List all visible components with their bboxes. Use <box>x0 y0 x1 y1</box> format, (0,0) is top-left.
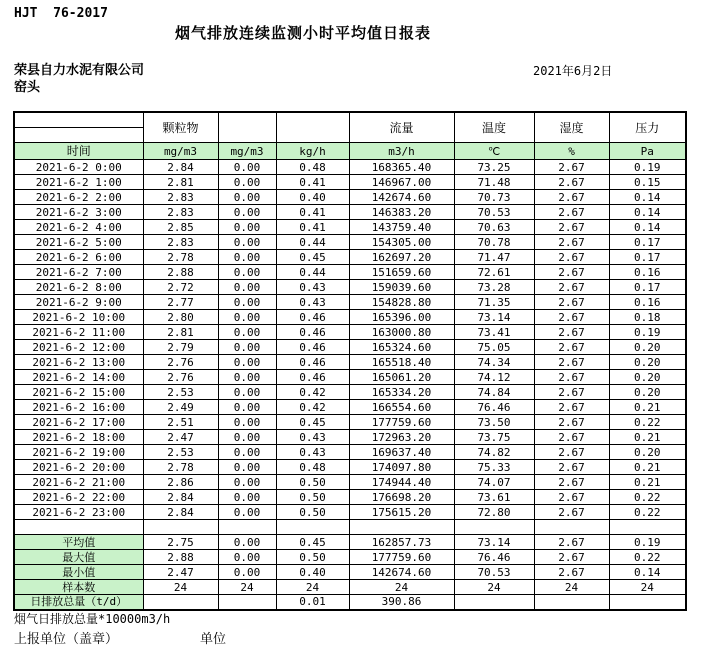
table-cell: 2.67 <box>534 295 609 310</box>
table-cell: 165518.40 <box>349 355 454 370</box>
table-cell <box>14 520 143 535</box>
table-cell: 165334.20 <box>349 385 454 400</box>
summary-label-cell: 样本数 <box>14 580 143 595</box>
table-cell: 2.67 <box>534 175 609 190</box>
table-cell: 165396.00 <box>349 310 454 325</box>
table-cell: 0.46 <box>276 325 349 340</box>
table-cell: 142674.60 <box>349 565 454 580</box>
table-cell: 0.41 <box>276 205 349 220</box>
time-cell: 2021-6-2 10:00 <box>14 310 143 325</box>
table-cell: 2.76 <box>143 355 218 370</box>
table-cell: 0.18 <box>609 310 686 325</box>
table-cell: 70.53 <box>454 205 534 220</box>
table-cell: 2.83 <box>143 235 218 250</box>
table-cell: 0.01 <box>276 595 349 610</box>
time-header-cell: 时间 <box>14 143 143 160</box>
col-header-blank-2 <box>276 112 349 143</box>
time-cell: 2021-6-2 16:00 <box>14 400 143 415</box>
table-cell: 0.50 <box>276 505 349 520</box>
group-header-row <box>14 112 686 128</box>
time-cell: 2021-6-2 3:00 <box>14 205 143 220</box>
table-cell: 2.51 <box>143 415 218 430</box>
table-cell: 172963.20 <box>349 430 454 445</box>
table-cell: 0.00 <box>218 460 276 475</box>
time-cell: 2021-6-2 6:00 <box>14 250 143 265</box>
monitoring-table <box>13 111 687 611</box>
table-cell <box>218 595 276 610</box>
table-row <box>14 340 686 355</box>
spacer-row <box>14 520 686 535</box>
time-cell: 2021-6-2 22:00 <box>14 490 143 505</box>
time-cell: 2021-6-2 11:00 <box>14 325 143 340</box>
table-row <box>14 505 686 520</box>
table-cell: 2.83 <box>143 205 218 220</box>
table-cell: 0.00 <box>218 295 276 310</box>
table-cell: 0.42 <box>276 385 349 400</box>
table-cell: 0.46 <box>276 310 349 325</box>
table-cell: 0.00 <box>218 430 276 445</box>
table-cell <box>609 520 686 535</box>
table-cell <box>218 520 276 535</box>
table-body <box>14 160 686 610</box>
table-cell: 0.14 <box>609 205 686 220</box>
table-cell: 0.00 <box>218 340 276 355</box>
table-cell: 2.86 <box>143 475 218 490</box>
table-cell: 71.47 <box>454 250 534 265</box>
table-cell: 2.85 <box>143 220 218 235</box>
table-cell: 0.22 <box>609 505 686 520</box>
summary-row <box>14 580 686 595</box>
table-cell: 0.44 <box>276 235 349 250</box>
unit-cell-percent: % <box>534 143 609 160</box>
time-cell: 2021-6-2 7:00 <box>14 265 143 280</box>
table-cell: 146383.20 <box>349 205 454 220</box>
table-cell: 0.21 <box>609 460 686 475</box>
table-cell: 0.50 <box>276 475 349 490</box>
doc-code: HJT 76-2017 <box>14 6 108 21</box>
table-row <box>14 205 686 220</box>
table-cell: 0.00 <box>218 505 276 520</box>
summary-row <box>14 595 686 610</box>
table-cell: 73.75 <box>454 430 534 445</box>
table-cell: 73.14 <box>454 535 534 550</box>
table-cell: 0.45 <box>276 250 349 265</box>
table-cell: 2.67 <box>534 475 609 490</box>
table-cell: 162697.20 <box>349 250 454 265</box>
table-cell: 2.81 <box>143 175 218 190</box>
table-cell: 175615.20 <box>349 505 454 520</box>
table-cell: 0.46 <box>276 355 349 370</box>
table-cell: 177759.60 <box>349 415 454 430</box>
table-row <box>14 235 686 250</box>
unit-cell-pa: Pa <box>609 143 686 160</box>
table-cell: 73.25 <box>454 160 534 175</box>
table-cell: 0.17 <box>609 280 686 295</box>
table-cell: 2.67 <box>534 220 609 235</box>
table-cell: 0.00 <box>218 190 276 205</box>
table-cell: 2.53 <box>143 445 218 460</box>
table-cell: 0.00 <box>218 490 276 505</box>
station-name: 窑头 <box>14 80 41 95</box>
table-cell <box>349 520 454 535</box>
time-cell: 2021-6-2 0:00 <box>14 160 143 175</box>
company-name: 荣县自力水泥有限公司 <box>14 63 145 78</box>
table-cell <box>143 520 218 535</box>
table-cell: 0.48 <box>276 460 349 475</box>
table-cell: 2.84 <box>143 505 218 520</box>
unit-cell-mgm3-1: mg/m3 <box>143 143 218 160</box>
table-row <box>14 400 686 415</box>
table-cell: 0.19 <box>609 325 686 340</box>
table-cell: 0.43 <box>276 280 349 295</box>
table-cell: 2.49 <box>143 400 218 415</box>
table-cell: 0.00 <box>218 235 276 250</box>
table-cell: 74.34 <box>454 355 534 370</box>
table-cell: 2.47 <box>143 565 218 580</box>
table-cell: 0.22 <box>609 490 686 505</box>
table-row <box>14 460 686 475</box>
col-header-blank-1 <box>218 112 276 143</box>
table-cell: 0.19 <box>609 535 686 550</box>
table-row <box>14 370 686 385</box>
table-cell: 2.67 <box>534 535 609 550</box>
table-cell: 2.67 <box>534 310 609 325</box>
table-cell: 2.67 <box>534 265 609 280</box>
time-cell: 2021-6-2 9:00 <box>14 295 143 310</box>
table-cell: 75.33 <box>454 460 534 475</box>
table-cell: 0.50 <box>276 550 349 565</box>
table-cell: 0.40 <box>276 565 349 580</box>
table-cell: 2.81 <box>143 325 218 340</box>
footnote: 烟气日排放总量*10000m3/h <box>14 612 171 626</box>
table-cell: 0.48 <box>276 160 349 175</box>
table-row <box>14 250 686 265</box>
table-cell: 2.67 <box>534 250 609 265</box>
table-cell: 154828.80 <box>349 295 454 310</box>
table-cell: 72.61 <box>454 265 534 280</box>
table-cell: 0.00 <box>218 355 276 370</box>
table-cell: 0.00 <box>218 445 276 460</box>
table-cell: 2.78 <box>143 250 218 265</box>
table-cell: 0.16 <box>609 295 686 310</box>
table-cell: 2.72 <box>143 280 218 295</box>
table-row <box>14 385 686 400</box>
table-cell: 70.63 <box>454 220 534 235</box>
table-row <box>14 490 686 505</box>
table-cell: 0.45 <box>276 535 349 550</box>
table-cell: 0.20 <box>609 355 686 370</box>
time-cell: 2021-6-2 19:00 <box>14 445 143 460</box>
table-row <box>14 310 686 325</box>
table-cell <box>276 520 349 535</box>
table-cell: 0.17 <box>609 250 686 265</box>
table-cell: 0.50 <box>276 490 349 505</box>
table-row <box>14 475 686 490</box>
summary-label-cell: 最小值 <box>14 565 143 580</box>
unit-cell-kgh: kg/h <box>276 143 349 160</box>
summary-label-cell: 最大值 <box>14 550 143 565</box>
table-cell: 0.19 <box>609 160 686 175</box>
col-header-flow: 流量 <box>349 112 454 143</box>
table-cell: 0.20 <box>609 385 686 400</box>
table-cell: 74.07 <box>454 475 534 490</box>
table-cell: 0.42 <box>276 400 349 415</box>
table-cell: 0.00 <box>218 385 276 400</box>
table-cell: 0.00 <box>218 175 276 190</box>
time-cell: 2021-6-2 18:00 <box>14 430 143 445</box>
report-unit-label: 上报单位（盖章） <box>14 632 119 647</box>
table-cell: 2.67 <box>534 235 609 250</box>
table-cell: 2.67 <box>534 430 609 445</box>
table-cell: 2.88 <box>143 265 218 280</box>
table-row <box>14 325 686 340</box>
table-cell: 75.05 <box>454 340 534 355</box>
table-cell: 0.00 <box>218 415 276 430</box>
table-cell: 73.14 <box>454 310 534 325</box>
table-cell: 2.75 <box>143 535 218 550</box>
time-cell: 2021-6-2 2:00 <box>14 190 143 205</box>
summary-row <box>14 565 686 580</box>
table-cell: 74.84 <box>454 385 534 400</box>
table-cell: 2.67 <box>534 205 609 220</box>
table-cell <box>454 520 534 535</box>
table-cell: 0.46 <box>276 370 349 385</box>
table-cell: 2.67 <box>534 160 609 175</box>
header-blank-cell-bottom <box>14 128 143 143</box>
table-cell: 0.21 <box>609 430 686 445</box>
table-row <box>14 220 686 235</box>
time-cell: 2021-6-2 14:00 <box>14 370 143 385</box>
table-row <box>14 160 686 175</box>
table-cell: 176698.20 <box>349 490 454 505</box>
table-cell: 0.20 <box>609 340 686 355</box>
table-cell: 151659.60 <box>349 265 454 280</box>
table-cell: 2.67 <box>534 340 609 355</box>
table-row <box>14 415 686 430</box>
table-cell: 2.67 <box>534 355 609 370</box>
table-cell: 2.79 <box>143 340 218 355</box>
table-cell: 0.00 <box>218 400 276 415</box>
table-cell: 2.67 <box>534 190 609 205</box>
table-cell: 0.00 <box>218 220 276 235</box>
time-cell: 2021-6-2 8:00 <box>14 280 143 295</box>
table-cell: 2.67 <box>534 490 609 505</box>
table-cell: 168365.40 <box>349 160 454 175</box>
table-cell: 174944.40 <box>349 475 454 490</box>
table-cell: 24 <box>218 580 276 595</box>
table-row <box>14 265 686 280</box>
table-cell <box>143 595 218 610</box>
table-row <box>14 355 686 370</box>
table-cell: 0.00 <box>218 370 276 385</box>
table-cell <box>454 595 534 610</box>
table-cell: 0.41 <box>276 220 349 235</box>
table-cell: 0.00 <box>218 310 276 325</box>
table-cell: 0.00 <box>218 205 276 220</box>
table-cell: 154305.00 <box>349 235 454 250</box>
unit-cell-mgm3-2: mg/m3 <box>218 143 276 160</box>
table-cell: 0.00 <box>218 250 276 265</box>
table-cell: 24 <box>454 580 534 595</box>
table-cell: 70.53 <box>454 565 534 580</box>
table-cell: 2.80 <box>143 310 218 325</box>
table-cell: 0.43 <box>276 295 349 310</box>
table-cell: 0.45 <box>276 415 349 430</box>
table-cell: 2.67 <box>534 460 609 475</box>
table-cell: 0.15 <box>609 175 686 190</box>
table-cell: 0.16 <box>609 265 686 280</box>
table-cell: 2.47 <box>143 430 218 445</box>
table-cell: 0.22 <box>609 415 686 430</box>
summary-label-cell: 平均值 <box>14 535 143 550</box>
table-cell: 0.20 <box>609 370 686 385</box>
table-cell: 73.50 <box>454 415 534 430</box>
col-header-particulate: 颗粒物 <box>143 112 218 143</box>
table-row <box>14 295 686 310</box>
table-cell <box>534 595 609 610</box>
unit-cell-m3h: m3/h <box>349 143 454 160</box>
table-cell: 0.22 <box>609 550 686 565</box>
table-cell: 0.46 <box>276 340 349 355</box>
table-cell: 2.67 <box>534 445 609 460</box>
table-cell: 76.46 <box>454 550 534 565</box>
table-cell: 0.44 <box>276 265 349 280</box>
header-blank-cell-top <box>14 112 143 128</box>
time-cell: 2021-6-2 21:00 <box>14 475 143 490</box>
table-row <box>14 190 686 205</box>
table-cell: 0.43 <box>276 430 349 445</box>
table-cell: 2.78 <box>143 460 218 475</box>
table-cell: 143759.40 <box>349 220 454 235</box>
time-cell: 2021-6-2 1:00 <box>14 175 143 190</box>
table-cell: 24 <box>609 580 686 595</box>
table-cell: 0.21 <box>609 475 686 490</box>
table-cell: 0.00 <box>218 565 276 580</box>
table-cell: 73.41 <box>454 325 534 340</box>
table-row <box>14 445 686 460</box>
time-cell: 2021-6-2 17:00 <box>14 415 143 430</box>
time-cell: 2021-6-2 13:00 <box>14 355 143 370</box>
time-cell: 2021-6-2 20:00 <box>14 460 143 475</box>
table-cell: 0.00 <box>218 265 276 280</box>
table-row <box>14 430 686 445</box>
table-cell: 71.35 <box>454 295 534 310</box>
summary-row <box>14 535 686 550</box>
table-row <box>14 280 686 295</box>
table-cell: 0.41 <box>276 175 349 190</box>
table-cell: 2.67 <box>534 280 609 295</box>
table-cell: 72.80 <box>454 505 534 520</box>
table-cell: 2.53 <box>143 385 218 400</box>
table-cell: 177759.60 <box>349 550 454 565</box>
table-cell: 2.67 <box>534 415 609 430</box>
table-cell: 0.00 <box>218 160 276 175</box>
table-cell: 0.43 <box>276 445 349 460</box>
table-cell: 71.48 <box>454 175 534 190</box>
table-cell: 0.21 <box>609 400 686 415</box>
table-cell: 0.20 <box>609 445 686 460</box>
table-cell: 146967.00 <box>349 175 454 190</box>
table-cell: 2.77 <box>143 295 218 310</box>
summary-label-cell: 日排放总量（t/d） <box>14 595 143 610</box>
table-cell: 2.67 <box>534 325 609 340</box>
table-cell: 24 <box>349 580 454 595</box>
table-cell: 0.40 <box>276 190 349 205</box>
page-title: 烟气排放连续监测小时平均值日报表 <box>174 24 431 42</box>
units-row <box>14 143 686 160</box>
table-cell: 166554.60 <box>349 400 454 415</box>
table-cell: 76.46 <box>454 400 534 415</box>
table-cell: 2.67 <box>534 550 609 565</box>
table-cell <box>534 520 609 535</box>
table-cell: 70.78 <box>454 235 534 250</box>
table-cell: 74.12 <box>454 370 534 385</box>
table-cell: 174097.80 <box>349 460 454 475</box>
unit-label: 单位 <box>200 632 227 647</box>
table-cell: 0.00 <box>218 475 276 490</box>
report-date: 2021年6月2日 <box>533 64 613 78</box>
time-cell: 2021-6-2 5:00 <box>14 235 143 250</box>
table-cell: 24 <box>143 580 218 595</box>
col-header-humidity: 湿度 <box>534 112 609 143</box>
table-cell: 163000.80 <box>349 325 454 340</box>
table-cell: 165061.20 <box>349 370 454 385</box>
table-cell: 2.83 <box>143 190 218 205</box>
table-cell: 73.61 <box>454 490 534 505</box>
table-cell: 169637.40 <box>349 445 454 460</box>
table-cell: 24 <box>276 580 349 595</box>
table-cell: 74.82 <box>454 445 534 460</box>
table-cell: 0.00 <box>218 550 276 565</box>
table-cell: 162857.73 <box>349 535 454 550</box>
table-cell: 2.88 <box>143 550 218 565</box>
table-cell: 2.67 <box>534 505 609 520</box>
table-cell: 0.17 <box>609 235 686 250</box>
table-cell: 0.14 <box>609 220 686 235</box>
table-cell: 2.84 <box>143 490 218 505</box>
table-cell: 2.67 <box>534 370 609 385</box>
table-cell: 73.28 <box>454 280 534 295</box>
table-cell <box>609 595 686 610</box>
col-header-pressure: 压力 <box>609 112 686 143</box>
table-cell: 142674.60 <box>349 190 454 205</box>
time-cell: 2021-6-2 4:00 <box>14 220 143 235</box>
table-row <box>14 175 686 190</box>
time-cell: 2021-6-2 15:00 <box>14 385 143 400</box>
table-cell: 0.00 <box>218 535 276 550</box>
table-cell: 159039.60 <box>349 280 454 295</box>
table-cell: 2.67 <box>534 565 609 580</box>
table-cell: 2.67 <box>534 400 609 415</box>
col-header-temperature: 温度 <box>454 112 534 143</box>
table-cell: 70.73 <box>454 190 534 205</box>
table-cell: 2.76 <box>143 370 218 385</box>
table-cell: 0.00 <box>218 280 276 295</box>
table-cell: 2.67 <box>534 385 609 400</box>
table-cell: 165324.60 <box>349 340 454 355</box>
unit-cell-celsius: ℃ <box>454 143 534 160</box>
time-cell: 2021-6-2 12:00 <box>14 340 143 355</box>
table-cell: 0.14 <box>609 190 686 205</box>
time-cell: 2021-6-2 23:00 <box>14 505 143 520</box>
table-cell: 24 <box>534 580 609 595</box>
table-cell: 0.00 <box>218 325 276 340</box>
table-cell: 2.84 <box>143 160 218 175</box>
table-cell: 0.14 <box>609 565 686 580</box>
summary-row <box>14 550 686 565</box>
table-cell: 390.86 <box>349 595 454 610</box>
